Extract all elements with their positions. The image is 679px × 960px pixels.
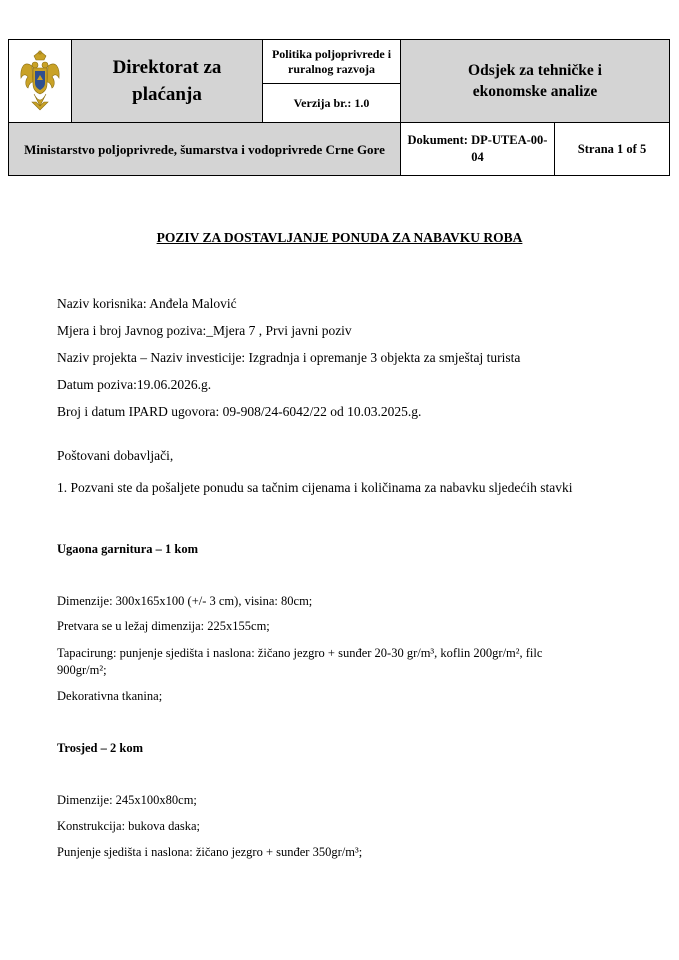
item2-spec: Dimenzije: 245x100x80cm; [57, 793, 197, 807]
directorate-line2: plaćanja [132, 84, 202, 105]
item2-spec: Punjenje sjedišta i naslona: žičano jezgro + sunđer 350gr/m³; [57, 845, 363, 859]
info-contract: Broj i datum IPARD ugovora: 09-908/24-6042/22 od 10.03.2025.g. [57, 404, 422, 419]
item1-spec: Dimenzije: 300x165x100 (+/- 3 cm), visina: 80cm; [57, 594, 313, 608]
greeting: Poštovani dobavljači, [57, 448, 174, 463]
item2-heading: Trosjed – 2 kom [57, 741, 143, 755]
department-cell [401, 40, 670, 123]
coat-of-arms-icon [9, 50, 71, 112]
item1-spec: Dekorativna tkanina; [57, 689, 163, 703]
department-line1: Odsjek za tehničke i [468, 62, 602, 79]
doc-page-cell [401, 123, 670, 176]
directorate-line1: Direktorat za [112, 57, 222, 78]
version-label: Verzija br.: 1.0 [263, 84, 401, 123]
point-1: 1. Pozvani ste da pošaljete ponudu sa tačnim cijenama i količinama za nabavku sljedećih stavki [57, 480, 573, 495]
department-line2: ekonomske analize [472, 83, 598, 100]
document-number: Dokument: DP-UTEA-00-04 [401, 123, 555, 175]
info-date: Datum poziva:19.06.2026.g. [57, 377, 212, 392]
page-title: POZIV ZA DOSTAVLJANJE PONUDA ZA NABAVKU ROBA [156, 230, 523, 245]
page-number: Strana 1 of 5 [577, 141, 647, 156]
document-header [8, 39, 670, 176]
item1-spec: Pretvara se u ležaj dimenzija: 225x155cm; [57, 619, 270, 633]
policy-label: Politika poljoprivrede i ruralnog razvoja [263, 40, 401, 84]
info-beneficiary: Naziv korisnika: Anđela Malović [57, 296, 237, 311]
item1-heading: Ugaona garnitura – 1 kom [57, 542, 198, 556]
item1-spec: Tapacirung: punjenje sjedišta i naslona: žičano jezgro + sunđer 20-30 gr/m³, koflin 200gr/m², filc 900gr/m²; [57, 646, 543, 677]
coat-of-arms-cell [9, 40, 72, 123]
info-measure: Mjera i broj Javnog poziva:_Mjera 7 , Prvi javni poziv [57, 323, 352, 338]
ministry-label: Ministarstvo poljoprivrede, šumarstva i vodoprivrede Crne Gore [9, 123, 401, 176]
info-project: Naziv projekta – Naziv investicije: Izgradnja i opremanje 3 objekta za smještaj turista [57, 350, 521, 365]
item2-spec: Konstrukcija: bukova daska; [57, 819, 201, 833]
directorate-cell [72, 40, 263, 123]
